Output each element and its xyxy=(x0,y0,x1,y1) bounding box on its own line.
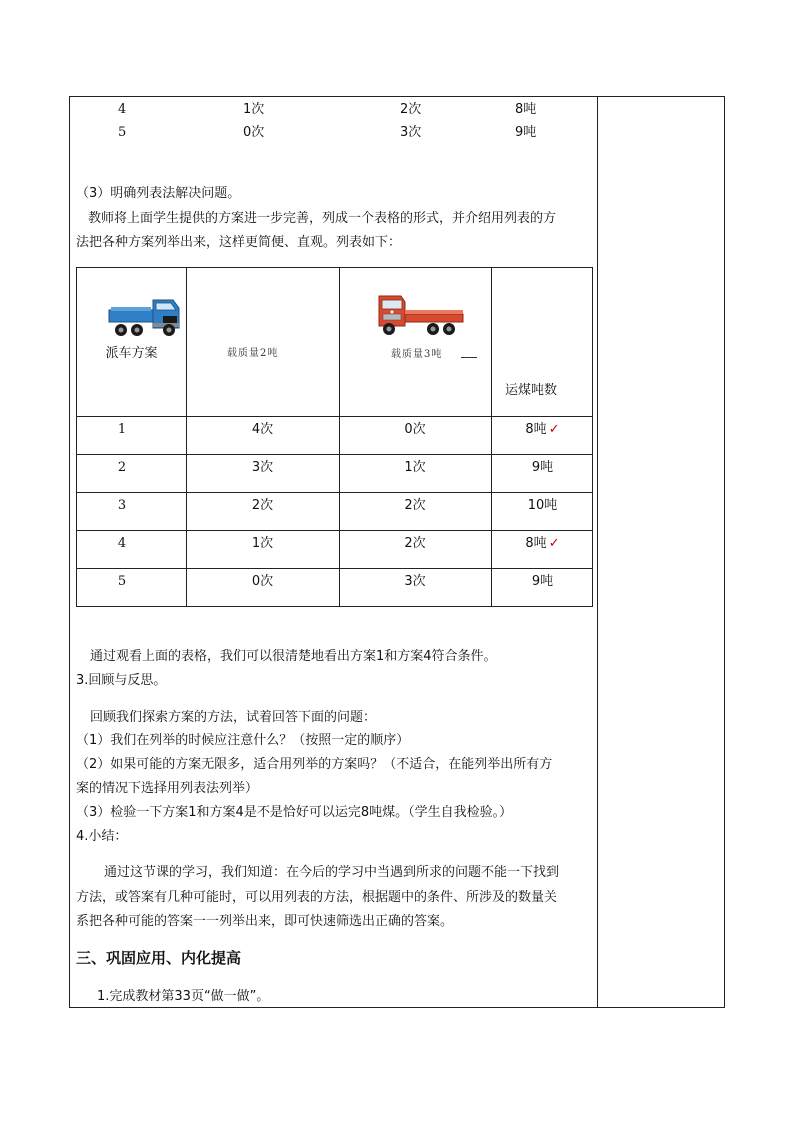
truck1-caption: 载质量2吨 xyxy=(227,348,279,359)
table-row-1-tons: 8吨 ✓ xyxy=(525,422,560,437)
table-row-3-tons: 10吨 xyxy=(527,498,558,513)
observe-text: 通过观看上面的表格，我们可以很清楚地看出方案1和方案4符合条件。 xyxy=(90,649,497,664)
table-row-3-small: 2次 xyxy=(404,498,426,513)
caption-underline xyxy=(461,357,477,358)
table-row-1-big: 4次 xyxy=(251,422,274,437)
table-hline xyxy=(77,568,592,569)
table-row-5-no: 5 xyxy=(117,574,127,589)
step3-title: （3）明确列表法解决问题。 xyxy=(76,186,241,201)
table-row-1-small: 0次 xyxy=(404,422,426,437)
table-row-4-small: 2次 xyxy=(404,536,426,551)
table-row-2-small: 1次 xyxy=(404,460,426,475)
red-truck-icon xyxy=(375,288,467,340)
frame-divider xyxy=(597,97,598,1007)
top-row-4-small: 2次 xyxy=(400,102,422,117)
review-title: 3.回顾与反思。 xyxy=(76,673,167,688)
table-row-2-no: 2 xyxy=(117,460,127,475)
table-row-4-big: 1次 xyxy=(251,536,274,551)
check-mark-icon: ✓ xyxy=(548,422,560,437)
table-row-5-tons: 9吨 xyxy=(531,574,554,589)
table-hline xyxy=(77,530,592,531)
truck2-caption: 载质量3吨 xyxy=(391,349,443,360)
table-row-3-no: 3 xyxy=(117,498,127,513)
table-row-4-no: 4 xyxy=(117,536,127,551)
question-3: （3）检验一下方案1和方案4是不是恰好可以运完8吨煤。（学生自我检验。） xyxy=(76,805,513,820)
top-row-5-small: 3次 xyxy=(400,125,422,140)
summary-title: 4.小结： xyxy=(76,829,128,844)
top-row-5-big: 0次 xyxy=(243,125,265,140)
table-row-3-big: 2次 xyxy=(251,498,274,513)
top-row-4-tons: 8吨 xyxy=(515,102,537,117)
top-row-5-no: 5 xyxy=(118,125,127,140)
exercise-1: 1.完成教材第33页“做一做”。 xyxy=(97,989,270,1004)
check-mark-icon: ✓ xyxy=(548,536,560,551)
section3-heading: 三、巩固应用、内化提高 xyxy=(76,949,242,967)
table-row-4-tons: 8吨 ✓ xyxy=(525,536,560,551)
summary-line3: 系把各种可能的答案一一列举出来，即可快速筛选出正确的答案。 xyxy=(76,914,454,929)
question-2-line1: （2）如果可能的方案无限多，适合用列举的方案吗？（不适合，在能列举出所有方 xyxy=(76,757,553,772)
summary-line1: 通过这节课的学习，我们知道：在今后的学习中当遇到所求的问题不能一下找到 xyxy=(104,865,560,880)
question-2-line2: 案的情况下选择用列表法列举） xyxy=(76,781,259,796)
table-hline xyxy=(77,416,592,417)
table-row-5-big: 0次 xyxy=(251,574,274,589)
table-row-1-no: 1 xyxy=(117,422,127,437)
review-intro: 回顾我们探索方案的方法，试着回答下面的问题： xyxy=(90,710,377,725)
summary-line2: 方法，或答案有几种可能时，可以用列表的方法，根据题中的条件、所涉及的数量关 xyxy=(76,890,558,905)
table-row-2-big: 3次 xyxy=(251,460,274,475)
dispatch-plan-table xyxy=(76,267,593,607)
table-hline xyxy=(77,454,592,455)
table-row-2-tons: 9吨 xyxy=(531,460,554,475)
blue-truck-icon xyxy=(107,290,187,342)
question-1: （1）我们在列举的时候应注意什么？（按照一定的顺序） xyxy=(76,733,410,748)
step3-para-line2: 法把各种方案列举出来，这样更简便、直观。列表如下： xyxy=(76,235,402,250)
top-row-4-no: 4 xyxy=(118,102,127,117)
header-plan: 派车方案 xyxy=(105,346,158,361)
top-row-4-big: 1次 xyxy=(243,102,265,117)
header-tons: 运煤吨数 xyxy=(505,383,558,398)
top-row-5-tons: 9吨 xyxy=(515,125,537,140)
step3-para-line1: 教师将上面学生提供的方案进一步完善，列成一个表格的形式，并介绍用列表的方 xyxy=(88,211,557,226)
table-hline xyxy=(77,492,592,493)
table-row-5-small: 3次 xyxy=(404,574,426,589)
